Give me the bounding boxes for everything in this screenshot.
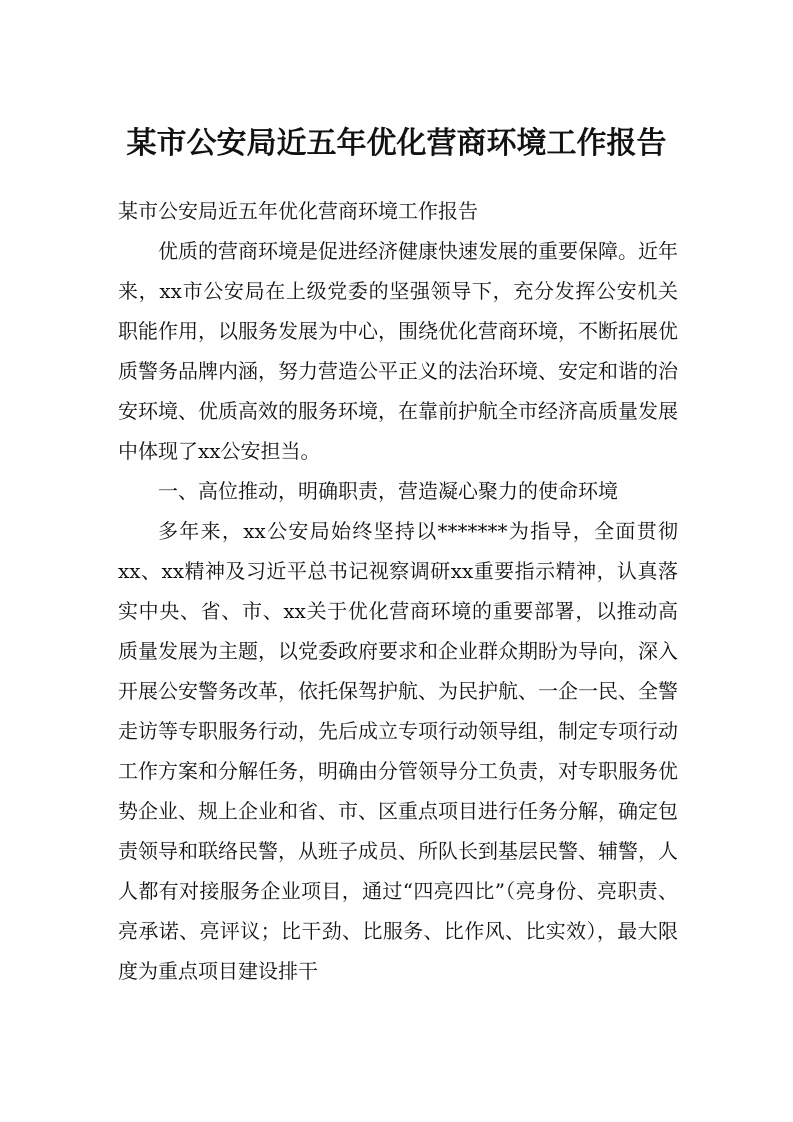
body-heading-line: 某市公安局近五年优化营商环境工作报告 [118, 199, 478, 223]
document-body [118, 191, 678, 991]
document-title: 某市公安局近五年优化营商环境工作报告 [126, 126, 667, 161]
section-heading-1: 一、高位推动，明确职责，营造凝心聚力的使命环境 [158, 479, 618, 503]
body-paragraph-intro: 优质的营商环境是促进经济健康快速发展的重要保障。近年来，xx市公安局在上级党委的坚强领导下，充分发挥公安机关职能作用，以服务发展为中心，围绕优化营商环境，不断拓展优质警务品牌内涵，努力营造公平正义的法治环境、安定和谐的治安环境、优质高效的服务环境，在靠前护航全市经济高质量发展中体现了xx公安担当。 [118, 239, 678, 463]
body-paragraph-section-1: 多年来，xx公安局始终坚持以*******为指导，全面贯彻xx、xx精神及习近平总书记视察调研xx重要指示精神，认真落实中央、省、市、xx关于优化营商环境的重要部署，以推动高质量发展为主题，以党委政府要求和企业群众期盼为导向，深入开展公安警务改革，依托保驾护航、为民护航、一企一民、全警走访等专职服务行动，先后成立专项行动领导组，制定专项行动工作方案和分解任务，明确由分管领导分工负责，对专职服务优势企业、规上企业和省、市、区重点项目进行任务分解，确定包责领导和联络民警，从班子成员、所队长到基层民警、辅警，人人都有对接服务企业项目，通过“四亮四比”（亮身份、亮职责、亮承诺、亮评议；比干劲、比服务、比作风、比实效），最大限度为重点项目建设排干 [118, 519, 678, 983]
